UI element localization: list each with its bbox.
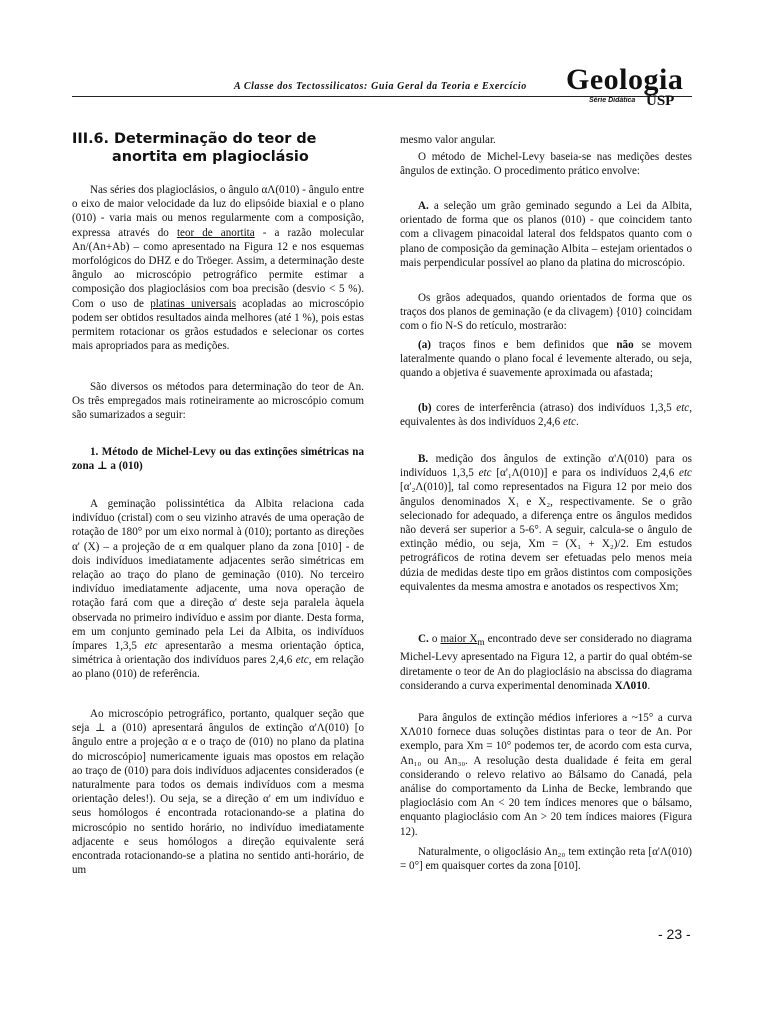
step-b: B. medição dos ângulos de extinção α'Λ(010) para os indivíduos 1,3,5 etc [α'₁Λ(010)] e para os indivíduos 2,4,6 etc [α'₂Λ(010)], tal como representados na Figura 12 por meio dos ângulos denominados X₁ e X₂, respectivamente. Se o grão selecionado for adequado, a diferença entre os ângulos medidos não deverá ser superior a 5-6°. A seguir, calcula-se o ângulo de extinção médio, ou seja, Xm = (X₁ + X₂)/2. Em estudos petrográficos de rotina devem ser efetuadas pelo menos meia dúzia de medidas deste tipo em grãos distintos com composições equivalentes da mesma amostra e anotados os respectivos Xm; <box>400 453 692 593</box>
criterion-a: (a) traços finos e bem definidos que não se movem lateralmente quando o plano focal é levemente alterado, ou seja, quando a objetiva é suavemente aproximada ou afastada; <box>400 339 692 380</box>
paragraph-extinction-angles: Ao microscópio petrográfico, portanto, qualquer seção que seja ⊥ a (010) apresentará ângulos de extinção α'Λ(010) [o ângulo entre a projeção α e o traço de (010) no plano da platina do microscópio] numericamente iguais mas opostos em relação ao traço de (010) para dois indivíduos adjacentes considerados (e naturalmente para todos os demais indivíduos com a mesma orientação deles!). Ou seja, se a direção α' em um indivíduo e seus homólogos é encontrada rotacionando-se a platina do microscópio no sentido horário, no indivíduo imediatamente adjacente e seus homólogos a direção equivalente será encontrada rotacionando-se a platina no sentido anti-horário, de um <box>72 708 364 877</box>
logo-serie-didatica: Série Didática <box>589 97 636 104</box>
step-c: C. o maior $X_m$ encontrado deve ser considerado no diagrama Michel-Levy apresentado na Figura 12, a partir do qual obtém-se diretamente o teor de An do plagioclásio na abscissa do diagrama considerando a curva experimental denominada XΛ010. <box>400 633 692 692</box>
paragraph-method-basis: O método de Michel-Levy baseia-se nas medições destes ângulos de extinção. O procedimento prático envolve: <box>400 151 692 178</box>
subsection-heading-michel-levy: 1. Método de Michel-Levy ou das extinções simétricas na zona ⊥ a (010) <box>72 446 364 473</box>
paragraph-methods: São diversos os métodos para determinação do teor de An. Os três empregados mais rotineiramente ao microscópio comum são sumarizados a seguir: <box>72 381 364 422</box>
paragraph-continuation: mesmo valor angular. <box>400 134 496 146</box>
logo-usp: USP <box>646 93 675 109</box>
logo-geologia: Geologia <box>566 63 684 96</box>
running-header-title: A Classe dos Tectossilicatos: Guia Geral da Teoria e Exercício <box>234 81 527 92</box>
paragraph-adequate-grains: Os grãos adequados, quando orientados de forma que os traços dos planos de geminação (e da clivagem) {010} coincidam com o fio N-S do retículo, mostrarão: <box>400 292 692 333</box>
link-platinas-universais: platinas universais <box>150 297 237 310</box>
section-title-line2: anortita em plagioclásio <box>112 149 309 165</box>
maior-xm: maior $X_m$ <box>440 633 485 649</box>
paragraph-albite-twinning: A geminação polissintética da Albita relaciona cada indivíduo (cristal) com o seu vizinho através de uma operação de rotação de 180° por um eixo normal à (010); portanto as direções α' (X) – a projeção de α em qualquer plano da zona [010] - de dois indivíduos imediatamente adjacentes serão simétricas em relação ao traço do plano de geminação (010). No terceiro indivíduo imediatamente adjacente, uma nova operação de rotação fará com que a direção α' deste seja paralela àquela observada no primeiro indivíduo e assim por diante. Desta forma, em um conjunto geminado pela Lei da Albita, os indivíduos ímpares 1,3,5 etc apresentarão a mesma orientação óptica, simétrica à orientação dos indivíduos pares 2,4,6 etc, em relação ao plano (010) de referência. <box>72 498 364 681</box>
step-a: A. a seleção um grão geminado segundo a Lei da Albita, orientado de forma que os planos (010) - que coincidem tanto com a clivagem pinacoidal lateral dos feldspatos quanto com o plano de composição da geminação Albita – estejam orientados o mais perpendicular possível ao plano da platina do microscópio. <box>400 200 692 269</box>
link-teor-de-anortita: teor de anortita <box>176 226 255 239</box>
paragraph-dual-solutions: Para ângulos de extinção médios inferiores a ~15° a curva XΛ010 fornece duas soluções distintas para o teor de An. Por exemplo, para Xm = 10° podemos ter, de acordo com esta curva, An₁₀ ou An₃₀. A resolução desta dualidade é feita em geral considerando o relevo relativo ao Bálsamo do Canadá, pela análise do comportamento da Linha de Becke, lembrando que plagioclásio com An < 20 tem índices menores que o bálsamo, enquanto plagioclásio com An > 20 tem índices maiores (Figura 12). <box>400 712 692 838</box>
page-number: - 23 - <box>658 926 691 942</box>
criterion-b: (b) cores de interferência (atraso) dos indivíduos 1,3,5 etc, equivalentes às dos indivíduos 2,4,6 etc. <box>400 402 692 429</box>
section-title <box>72 130 372 166</box>
section-title-line1: III.6. Determinação do teor de <box>72 131 317 147</box>
paragraph-intro: Nas séries dos plagioclásios, o ângulo αΛ(010) - ângulo entre o eixo de maior velocidade da luz do elipsóide biaxial e o plano (010) - varia mais ou menos regularmente com a composição, expressa através do teor de anortita - a razão molecular An/(An+Ab) – como apresentado na Figura 12 e nos esquemas morfológicos do DHZ e do Tröeger. Assim, a determinação deste ângulo ao microscópio petrográfico permite estimar a composição dos plagioclásios com boa precisão (desvio < 5 %). Com o uso de platinas universais acopladas ao microscópio podem ser obtidos resultados ainda melhores (até 1 %), pois estas permitem rotacionar os grãos estudados e selecionar os cortes mais apropriados para as medições. <box>72 184 364 353</box>
paragraph-oligoclase: Naturalmente, o oligoclásio An₂₀ tem extinção reta [α'Λ(010) = 0°] em quaisquer cortes da zona [010]. <box>400 846 692 873</box>
